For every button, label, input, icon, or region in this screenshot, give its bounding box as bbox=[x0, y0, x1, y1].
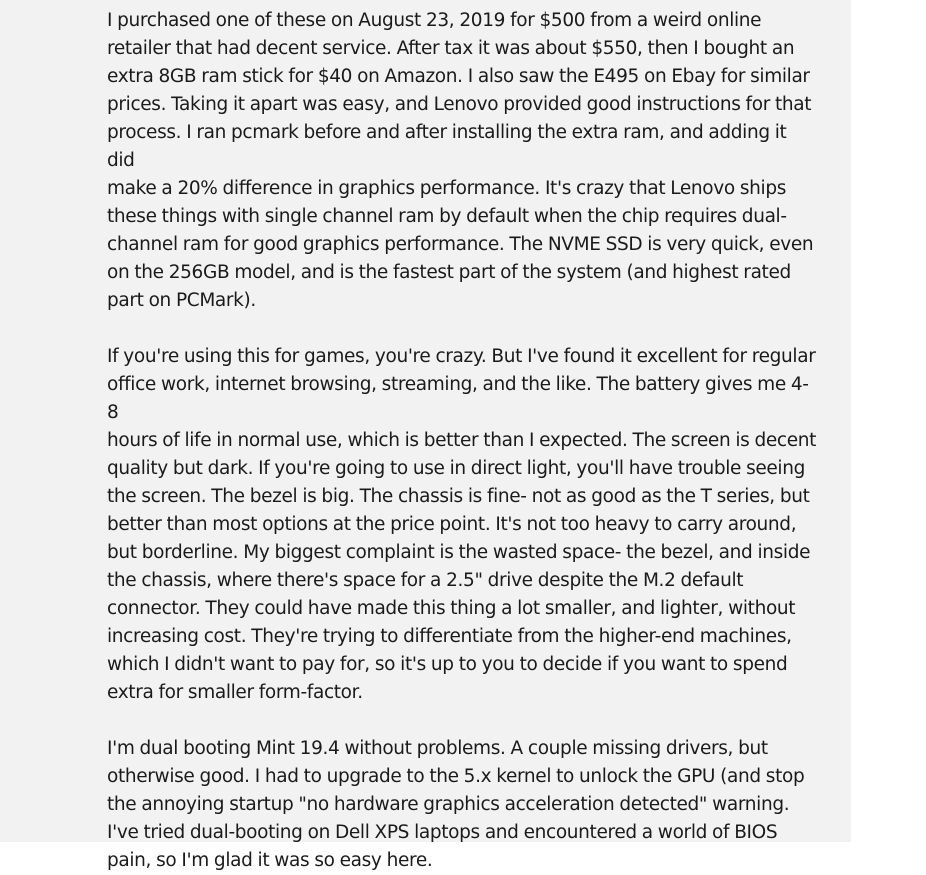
review-body bbox=[107, 7, 819, 875]
review-paragraph-3: I'm dual booting Mint 19.4 without problems. A couple missing drivers, but otherwise good. I had to upgrade to the 5.x kernel to unlock the GPU (and stop the annoying startup "no hardware graphics acceleration detected" warning. I've tried dual-booting on Dell XPS laptops and encountered a world of BIOS pain, so I'm glad it was so easy here. bbox=[107, 738, 805, 871]
review-paragraph-2: If you're using this for games, you're crazy. But I've found it excellent for regular office work, internet browsing, streaming, and the like. The battery gives me 4-8 hours of life in normal use, which is better than I expected. The screen is decent quality but dark. If you're going to use in direct light, you'll have trouble seeing the screen. The bezel is big. The chassis is fine- not as good as the T series, but better than most options at the price point. It's not too heavy to carry around, but borderline. My biggest complaint is the wasted space- the bezel, and inside the chassis, where there's space for a 2.5" drive despite the M.2 default connector. They could have made this thing a lot smaller, and lighter, without increasing cost. They're trying to differentiate from the higher-end machines, which I didn't want to pay for, so it's up to you to decide if you want to spend extra for smaller form-factor. bbox=[107, 346, 817, 703]
review-paragraph-1: I purchased one of these on August 23, 2019 for $500 from a weird online retailer that had decent service. After tax it was about $550, then I bought an extra 8GB ram stick for $40 on Amazon. I also saw the E495 on Ebay for similar prices. Taking it apart was easy, and Lenovo provided good instructions for that process. I ran pcmark before and after installing the extra ram, and adding it did make a 20% difference in graphics performance. It's crazy that Lenovo ships these things with single channel ram by default when the chip requires dual- channel ram for good graphics performance. The NVME SSD is very quick, even on the 256GB model, and is the fastest part of the system (and highest rated part on PCMark). bbox=[107, 10, 814, 311]
